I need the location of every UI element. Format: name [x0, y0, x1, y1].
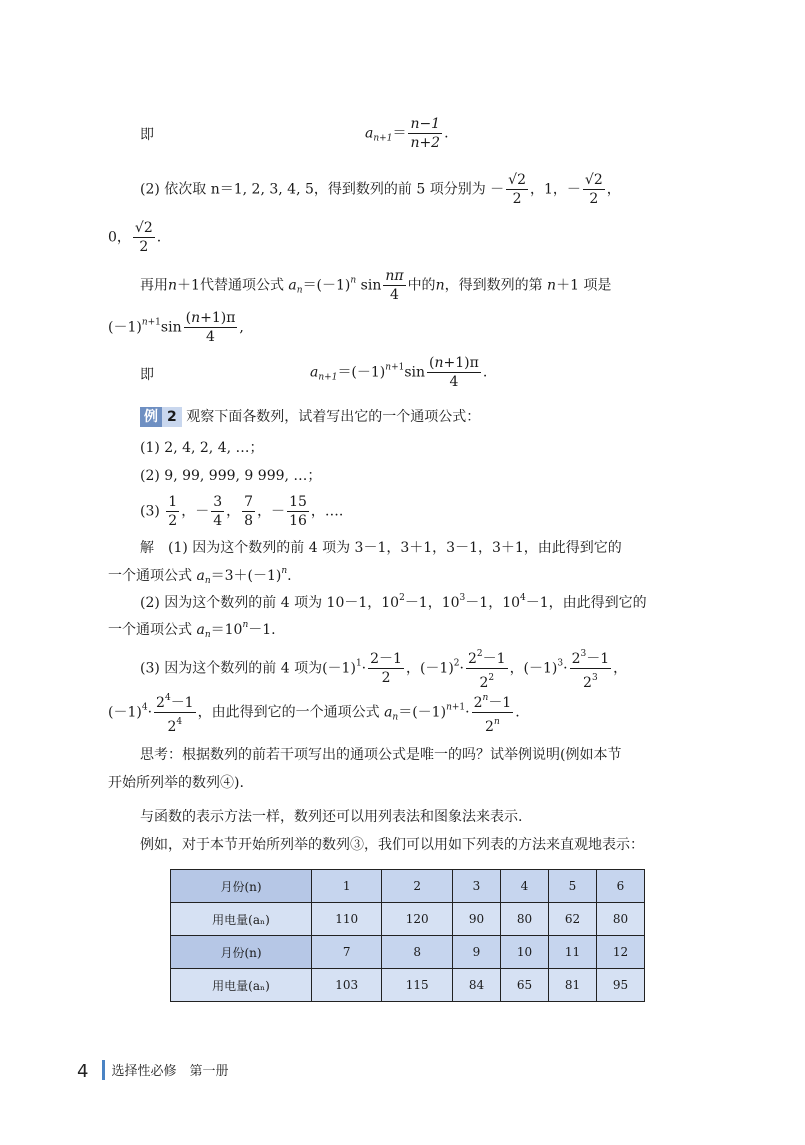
table-cell: 3: [452, 870, 500, 903]
table-cell: 80: [596, 903, 644, 936]
solution-2a: (2) 因为这个数列的前 4 项为 10－1，$10^2-1$，$10^3-1$，$10^4-1$，由此得到它的: [140, 593, 647, 611]
table-row: [171, 903, 645, 936]
table-cell: 4: [500, 870, 548, 903]
table-cell: 6: [596, 870, 644, 903]
table-cell: 9: [452, 936, 500, 969]
table-cell: 2: [382, 870, 452, 903]
table-cell: 84: [452, 969, 500, 1002]
text-span: 项是: [583, 277, 612, 294]
text-line: [140, 124, 154, 144]
text-span: 一个通项公式: [108, 568, 192, 584]
table-cell: 90: [452, 903, 500, 936]
text-line: (2) 依次取 n＝1, 2, 3, 4, 5，得到数列的前 5 项分别为 － $\frac{√2}{2}$ ，1，－ $\frac{√2}{2}$ ，: [140, 172, 621, 207]
table-row: [171, 870, 645, 903]
text-span: 再用: [140, 277, 168, 294]
footer-divider: [102, 1060, 105, 1080]
solution-2b: 一个通项公式 $a_n=10^n-1$.: [108, 620, 276, 640]
table-cell: 95: [596, 969, 644, 1002]
page-footer: [77, 1060, 228, 1082]
example-label: 例: [140, 407, 162, 427]
text-span: (2) 依次取 n＝1, 2, 3, 4, 5，得到数列的前 5 项分别为: [140, 181, 486, 198]
table-row: [171, 936, 645, 969]
example-header: [140, 406, 480, 427]
text-span: ，得到数列的第: [444, 277, 543, 294]
book-title: 选择性必修 第一册: [111, 1064, 229, 1079]
solution-1a: 解 (1) 因为这个数列的前 4 项为 3－1，3＋1，3－1，3＋1，由此得到它的: [140, 540, 622, 556]
example-text: 观察下面各数列，试着写出它的一个通项公式：: [186, 409, 481, 425]
text-span: ，由此得到它的一个通项公式: [197, 704, 380, 721]
table-cell: 65: [500, 969, 548, 1002]
text-line: 再用n＋1代替通项公式 $a_n=(-1)^n$ sin $\frac{n\pi}{4}$ 中的n，得到数列的第 n＋1 项是: [140, 268, 612, 303]
text-span: 一个通项公式: [108, 622, 192, 638]
table-cell: 120: [382, 903, 452, 936]
solution-1b: 一个通项公式 $a_n=3+(-1)^n$.: [108, 566, 292, 586]
text-span: 中的: [407, 277, 436, 294]
formula: $a_{n+1}=$ $\frac{n-1}{n+2}$ .: [365, 116, 449, 151]
text-line: [140, 364, 154, 384]
ji-text: 即: [140, 367, 154, 383]
text-span: 0，: [108, 229, 131, 246]
table-cell: 103: [312, 969, 382, 1002]
formula: $a_{n+1}=(-1)^{n+1}\sin$ $\frac{(n+1)\pi}{4}$ .: [310, 355, 488, 390]
table-cell: 110: [312, 903, 382, 936]
table-cell: 115: [382, 969, 452, 1002]
table-cell: 1: [312, 870, 382, 903]
question-1: (1) 2, 4, 2, 4, …；: [140, 440, 264, 456]
paragraph-1: 与函数的表示方法一样，数列还可以用列表法和图象法来表示.: [140, 809, 523, 825]
text-line: $(-1)^{n+1}\sin$ $\frac{(n+1)\pi}{4}$ ,: [108, 310, 244, 345]
text-span: (3): [140, 503, 160, 520]
table-cell: 12: [596, 936, 644, 969]
table-row: [171, 969, 645, 1002]
think-line-2: 开始所列举的数列④).: [108, 775, 244, 791]
solution-3a: (3) 因为这个数列的前 4 项为$(-1)^1\cdot$ $\frac{2-1}{2}$ ，$(-1)^2\cdot$ $\frac{2^2-1}{2^2}$ ，$(-1)^3\cdot$ $\frac{2^3-1}{2^3}$ ，: [140, 646, 627, 691]
month-header: 月份(n): [171, 936, 312, 969]
table-cell: 11: [548, 936, 596, 969]
question-2: (2) 9, 99, 999, 9 999, …；: [140, 468, 322, 484]
data-table: [170, 869, 645, 1002]
think-line-1: 思考：根据数列的前若干项写出的通项公式是唯一的吗？试举例说明(例如本节: [140, 747, 622, 763]
table-cell: 80: [500, 903, 548, 936]
denominator: n+2: [410, 135, 441, 151]
text-span: (2) 因为这个数列的前 4 项为 10－1，10: [140, 595, 400, 611]
text-span: 代替通项公式: [199, 277, 284, 294]
text-span: (3) 因为这个数列的前 4 项为: [140, 660, 323, 677]
table-cell: 62: [548, 903, 596, 936]
month-header: 月份(n): [171, 870, 312, 903]
table-cell: 5: [548, 870, 596, 903]
numerator: n−1: [410, 116, 441, 132]
example-number: 2: [162, 407, 182, 427]
question-3: (3) $\frac{1}{2}$ ，－ $\frac{3}{4}$ ， $\frac{7}{8}$ ，－ $\frac{15}{16}$ ，….: [140, 494, 344, 529]
table-cell: 7: [312, 936, 382, 969]
table-cell: 8: [382, 936, 452, 969]
paragraph-2: 例如，对于本节开始所列举的数列③，我们可以用如下列表的方法来直观地表示：: [140, 837, 644, 853]
ji-text: 即: [140, 127, 154, 143]
solution-3b: $(-1)^4\cdot$ $\frac{2^4-1}{2^4}$ ，由此得到它的一个通项公式 $a_n=(-1)^{n+1}\cdot$ $\frac{2^n-1}{2^n}$ .: [108, 690, 520, 735]
usage-header: 用电量(aₙ): [171, 969, 312, 1002]
page-number: 4: [77, 1061, 89, 1082]
table-cell: 10: [500, 936, 548, 969]
table-cell: 81: [548, 969, 596, 1002]
usage-header: 用电量(aₙ): [171, 903, 312, 936]
text-line: 0， $\frac{√2}{2}$ .: [108, 220, 162, 255]
